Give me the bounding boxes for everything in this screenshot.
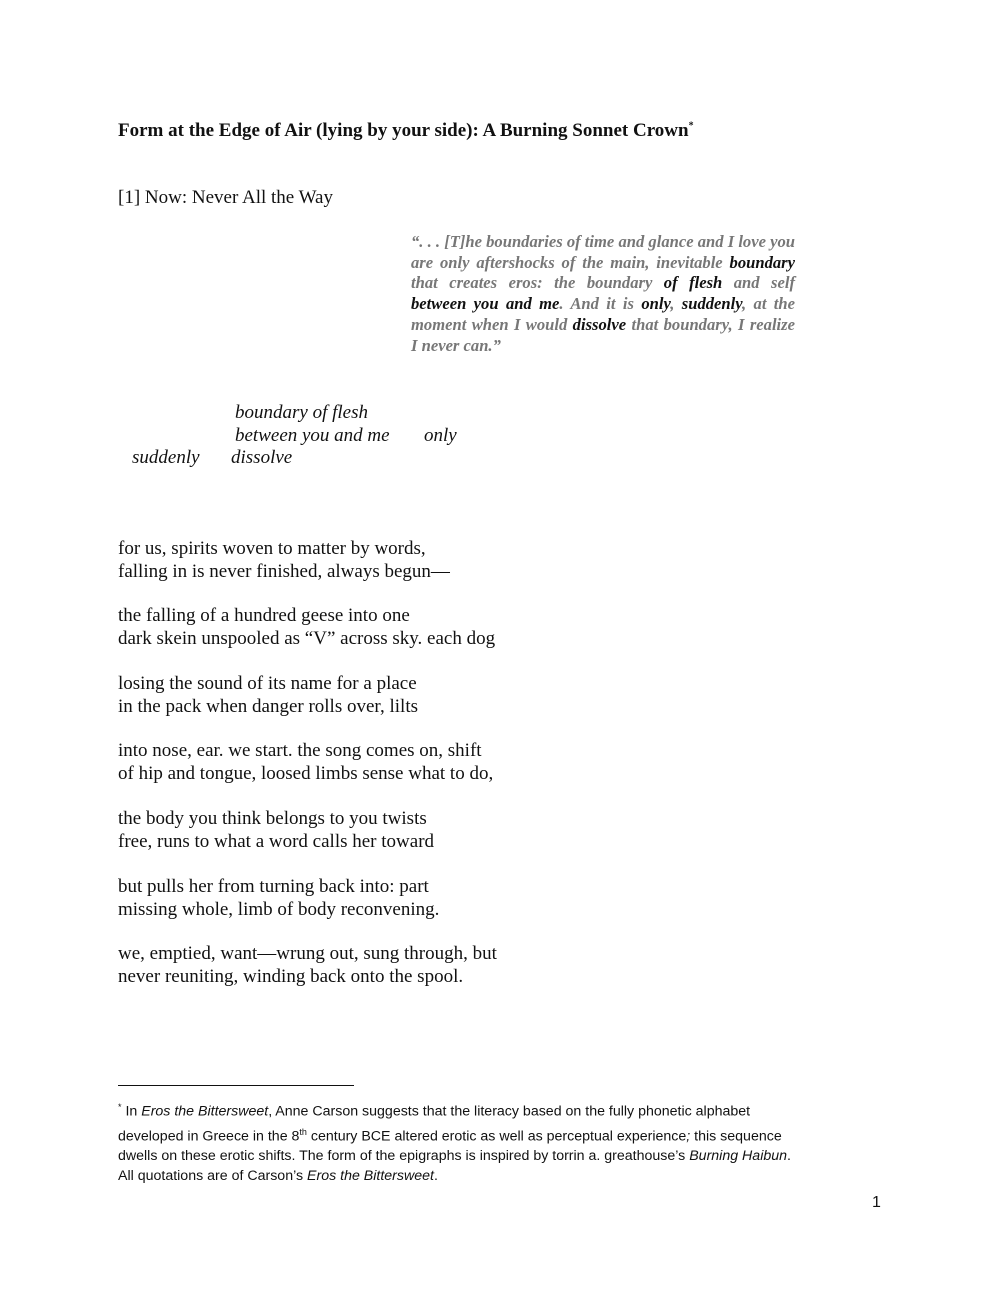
footnote-text: . All quotations are of Carson’s (118, 1148, 791, 1185)
poem-line: falling in is never finished, always begun— (118, 560, 450, 582)
epigraph-quote (411, 232, 795, 356)
poem-line: for us, spirits woven to matter by words, (118, 538, 426, 559)
epigraph-text: and self (722, 273, 795, 293)
footnote-text: century BCE altered erotic as well as perceptual experience (306, 1128, 687, 1145)
stanza-1 (118, 538, 450, 583)
footnote-text: , Anne Carson suggests that the literacy based on the fully phonetic alphabet developed in Greece in the 8 (118, 1103, 751, 1145)
stanza-4 (118, 740, 493, 785)
book-title: Eros the Bittersweet (307, 1168, 434, 1185)
poem-line: but pulls her from turning back into: part (118, 876, 429, 897)
footnote-mark: * (118, 1102, 122, 1112)
poem-line: the body you think belongs to you twists (118, 808, 427, 829)
fragment-only: only (424, 425, 457, 446)
poem-line: of hip and tongue, loosed limbs sense what to do, (118, 762, 494, 784)
page-number: 1 (872, 1194, 881, 1211)
stanza-5 (118, 808, 434, 853)
fragment-between-you-and-me: between you and me (235, 425, 390, 446)
poem-line: losing the sound of its name for a place (118, 673, 417, 694)
epigraph-emphasis: boundary (729, 252, 795, 272)
stanza-6 (118, 876, 439, 921)
book-title: Eros the Bittersweet (141, 1103, 269, 1120)
footnote-marker[interactable]: * (688, 120, 694, 132)
epigraph-emphasis: between you and me (411, 294, 560, 314)
footnote-text: this sequence dwells on these erotic shifts. The form of the epigraphs is inspired by torrin a. greathouse’s (118, 1128, 782, 1165)
epigraph-text: that creates eros: the boundary (411, 273, 664, 293)
poem-line: into nose, ear. we start. the song comes on, shift (118, 740, 482, 761)
poem-line: we, emptied, want—wrung out, sung through, but (118, 943, 497, 964)
poem-line: dark skein unspooled as “V” across sky. each dog (118, 627, 496, 649)
poem-title-text: Form at the Edge of Air (lying by your side): A Burning Sonnet Crown (118, 120, 689, 141)
stanza-2 (118, 605, 495, 650)
poem-line: free, runs to what a word calls her toward (118, 830, 435, 852)
epigraph-text: . And it is (559, 294, 642, 314)
epigraph-emphasis: of flesh (663, 273, 723, 293)
epigraph-text: that boundary, I realize I never can.” (411, 314, 795, 355)
epigraph-emphasis: only (641, 294, 671, 314)
footnote-divider (118, 1085, 354, 1086)
epigraph-text: , (670, 294, 682, 314)
fragment-dissolve: dissolve (231, 447, 293, 468)
epigraph-emphasis: suddenly (681, 294, 742, 314)
poem-line: in the pack when danger rolls over, lilts (118, 695, 418, 717)
section-heading: [1] Now: Never All the Way (118, 187, 333, 208)
poem-title (118, 120, 694, 142)
ordinal-suffix: th (299, 1126, 307, 1137)
footnote-text: . (433, 1168, 438, 1185)
stanza-7 (118, 943, 497, 988)
poem-line: the falling of a hundred geese into one (118, 605, 410, 626)
fragment-boundary-of-flesh: boundary of flesh (235, 402, 368, 423)
poem-line: never reuniting, winding back onto the spool. (118, 965, 464, 987)
footnote (118, 1097, 808, 1186)
stanza-3 (118, 673, 418, 718)
book-title: Burning Haibun (689, 1148, 788, 1165)
epigraph-text: “. . . [T]he boundaries of time and glance and I love you are only aftershocks of the main, inevitable (411, 232, 795, 272)
footnote-text: In (121, 1103, 142, 1120)
epigraph-emphasis: dissolve (572, 314, 627, 334)
epigraph-text: , at the moment when I would (411, 294, 796, 334)
footnote-semicolon: ; (686, 1128, 691, 1145)
fragment-suddenly: suddenly (132, 447, 200, 468)
poem-line: missing whole, limb of body reconvening. (118, 898, 440, 920)
